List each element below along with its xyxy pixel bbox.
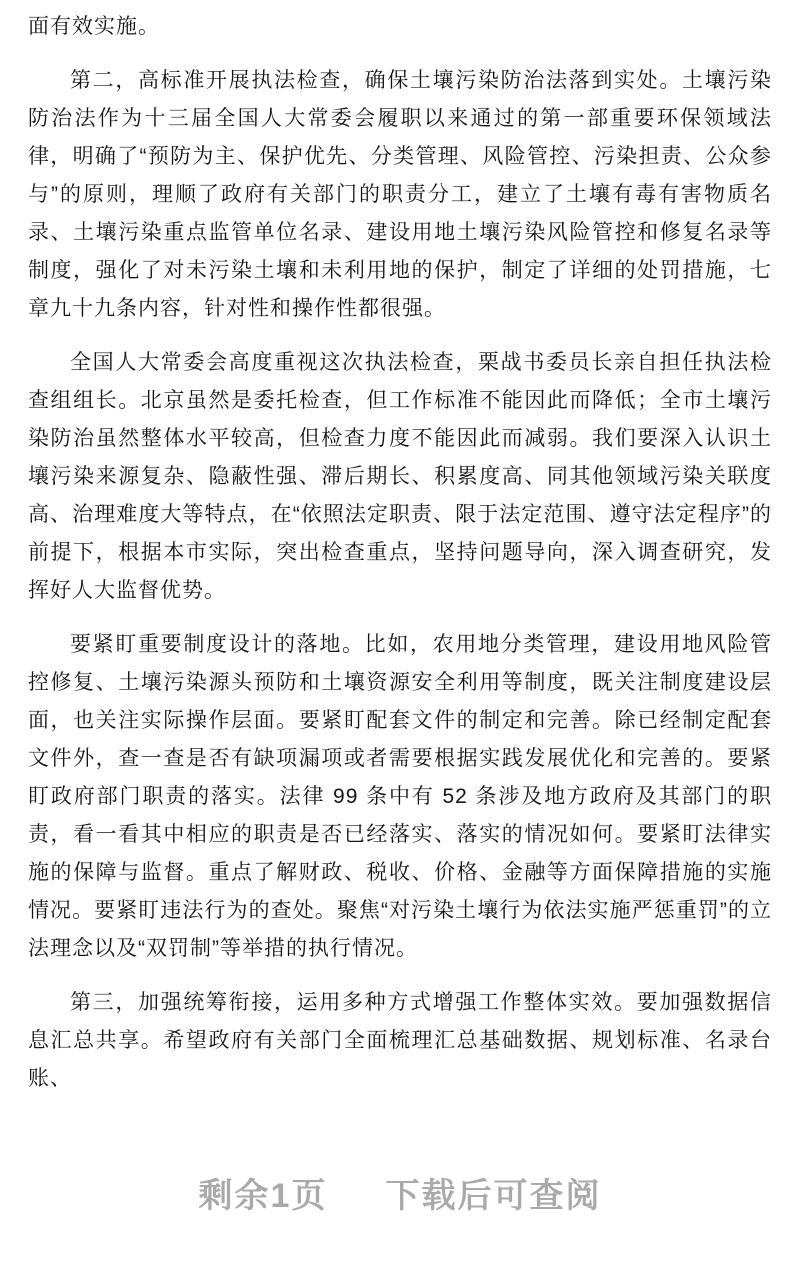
paragraph-focus-items: 要紧盯重要制度设计的落地。比如，农用地分类管理，建设用地风险管控修复、土壤污染源头预防和土壤资源安全利用等制度，既关注制度建设层面，也关注实际操作层面。要紧盯配套文件的制定和完善。除已经制定配套文件外，查一查是否有缺项漏项或者需要根据实践发展优化和完善的。要紧盯政府部门职责的落实。法律 99 条中有 52 条涉及地方政府及其部门的职责，看一看其中相应的职责是否已经落实、落实的情况如何。要紧盯法律实施的保障与监督。重点了解财政、税收、价格、金融等方面保障措施的实施情况。要紧盯违法行为的查处。聚焦“对污染土壤行为依法实施严惩重罚”的立法理念以及“双罚制”等举措的执行情况。 <box>28 633 772 960</box>
paragraph-third-point: 第三，加强统筹衔接，运用多种方式增强工作整体实效。要加强数据信息汇总共享。希望政府有关部门全面梳理汇总基础数据、规划标准、名录台账、 <box>28 991 772 1090</box>
paragraph-second-point: 第二，高标准开展执法检查，确保土壤污染防治法落到实处。土壤污染防治法作为十三届全国人大常委会履职以来通过的第一部重要环保领域法律，明确了“预防为主、保护优先、分类管理、风险管控、污染担责、公众参与”的原则，理顺了政府有关部门的职责分工，建立了土壤有毒有害物质名录、土壤污染重点监管单位名录、建设用地土壤污染风险管控和修复名录等制度，强化了对未污染土壤和未利用地的保护，制定了详细的处罚措施，七章九十九条内容，针对性和操作性都很强。 <box>28 69 772 320</box>
paragraph-continuation: 面有效实施。 <box>28 15 160 38</box>
preview-footer <box>0 1168 800 1217</box>
paragraph-npc-inspection: 全国人大常委会高度重视这次执法检查，栗战书委员长亲自担任执法检查组组长。北京虽然是委托检查，但工作标准不能因此而降低；全市土壤污染防治虽然整体水平较高，但检查力度不能因此而减弱。我们要深入认识土壤污染来源复杂、隐蔽性强、滞后期长、积累度高、同其他领域污染关联度高、治理难度大等特点，在“依照法定职责、限于法定范围、遵守法定程序”的前提下，根据本市实际，突出检查重点，坚持问题导向，深入调查研究，发挥好人大监督优势。 <box>28 351 772 602</box>
remaining-pages-label: 剩余1页 <box>198 1177 328 1215</box>
download-notice-label: 下载后可查阅 <box>385 1177 602 1215</box>
